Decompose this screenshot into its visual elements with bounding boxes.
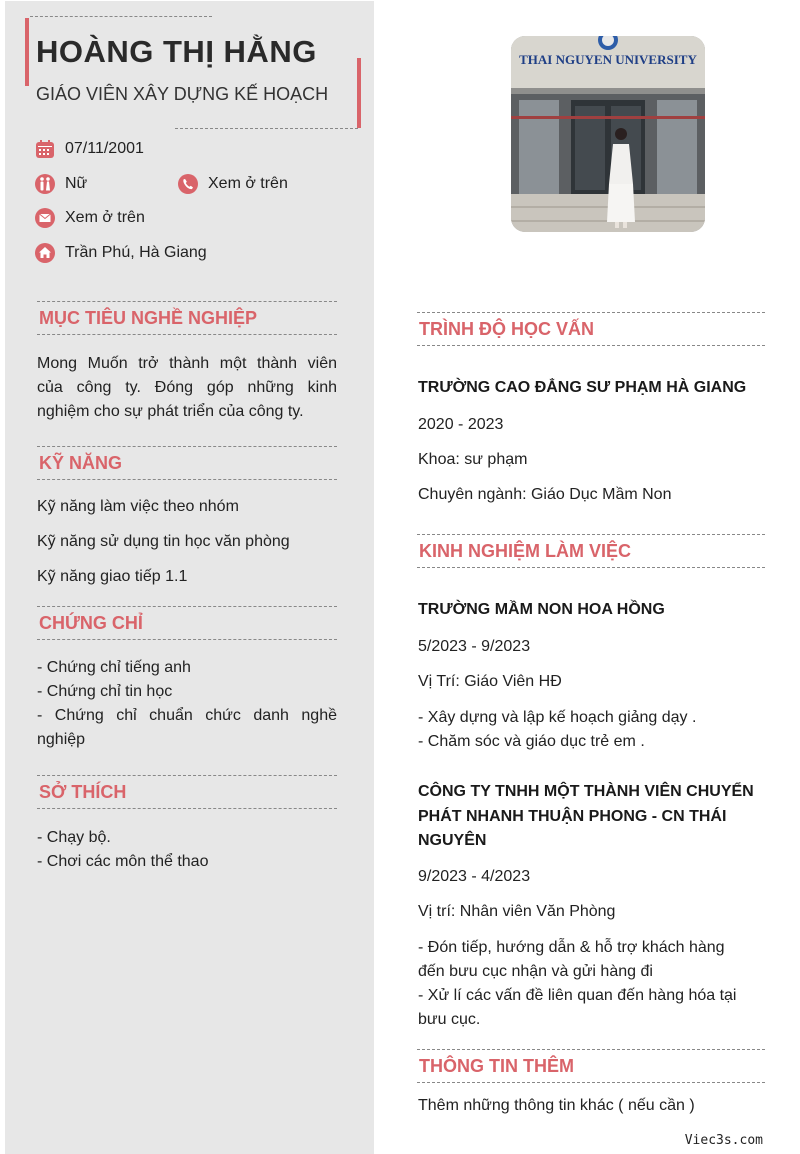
job-duty: bưu cục. <box>418 1011 481 1028</box>
education-faculty: Khoa: sư phạm <box>418 451 528 468</box>
footer-brand[interactable]: Viec3s.com <box>684 1133 763 1148</box>
job-duties <box>418 706 765 754</box>
job-duties <box>418 936 765 1032</box>
extra-heading: THÔNG TIN THÊM <box>417 1049 765 1083</box>
job-role: Vị Trí: Giáo Viên HĐ <box>418 673 562 690</box>
job-duty: - Xử lí các vấn đề liên quan đến hàng hóa tại <box>418 987 737 1004</box>
home-icon <box>35 243 55 263</box>
job-company: CÔNG TY TNHH MỘT THÀNH VIÊN CHUYỂN PHÁT NHANH THUẬN PHONG - CN THÁI NGUYÊN <box>418 783 754 849</box>
skills-heading: KỸ NĂNG <box>37 446 337 480</box>
education-period: 2020 - 2023 <box>418 416 504 433</box>
email-icon <box>35 208 55 228</box>
header-divider-bottom <box>175 128 358 129</box>
address-row <box>35 243 207 263</box>
hobby-item: - Chạy bộ. <box>37 829 111 846</box>
objective-line: của công ty. Đóng góp những kinh <box>37 379 337 396</box>
candidate-position: GIÁO VIÊN XÂY DỰNG KẾ HOẠCH <box>36 84 329 104</box>
gender-icon <box>35 174 55 194</box>
education-school: TRƯỜNG CAO ĐẲNG SƯ PHẠM HÀ GIANG <box>418 379 747 396</box>
certificate-item: - Chứng chỉ tin học <box>37 683 173 700</box>
job-duty: đến bưu cục nhận và gửi hàng đi <box>418 963 653 980</box>
certificates-list <box>37 656 337 752</box>
job-duty: - Đón tiếp, hướng dẫn & hỗ trợ khách hàng <box>418 939 725 956</box>
calendar-icon <box>35 139 55 159</box>
profile-photo <box>511 36 705 232</box>
certificate-item: - Chứng chỉ tiếng anh <box>37 659 191 676</box>
job-duty: - Chăm sóc và giáo dục trẻ em . <box>418 733 645 750</box>
header-accent-bar-right <box>357 58 361 128</box>
skill-item: Kỹ năng sử dụng tin học văn phòng <box>37 533 290 550</box>
skill-item: Kỹ năng làm việc theo nhóm <box>37 498 239 515</box>
phone-row <box>178 174 288 194</box>
extra-text: Thêm những thông tin khác ( nếu cần ) <box>418 1097 695 1114</box>
job-period: 9/2023 - 4/2023 <box>418 868 531 885</box>
education-heading: TRÌNH ĐỘ HỌC VẤN <box>417 312 765 346</box>
certificate-item: nghiệp <box>37 731 86 748</box>
job-duty: - Xây dựng và lập kế hoạch giảng dạy . <box>418 709 697 726</box>
skill-item: Kỹ năng giao tiếp 1.1 <box>37 568 188 585</box>
education-major: Chuyên ngành: Giáo Dục Mầm Non <box>418 486 672 503</box>
certificate-item: - Chứng chỉ chuẩn chức danh nghề <box>37 707 337 724</box>
candidate-name: HOÀNG THỊ HẰNG <box>36 34 317 69</box>
experience-heading: KINH NGHIỆM LÀM VIỆC <box>417 534 765 568</box>
gender-value: Nữ <box>65 175 88 192</box>
job-period: 5/2023 - 9/2023 <box>418 638 531 655</box>
email-row <box>35 208 145 228</box>
profile-photo-image <box>511 36 705 232</box>
header-divider-top <box>30 16 212 17</box>
hobby-item: - Chơi các môn thể thao <box>37 853 209 870</box>
birthdate-row <box>35 139 144 159</box>
birthdate-value: 07/11/2001 <box>65 140 144 157</box>
header-accent-bar-left <box>25 18 29 86</box>
photo-sign-text: THAI NGUYEN UNIVERSITY <box>519 52 697 67</box>
address-value: Trần Phú, Hà Giang <box>65 244 207 261</box>
phone-value: Xem ở trên <box>208 175 288 192</box>
gender-row <box>35 174 87 194</box>
certificates-heading: CHỨNG CHỈ <box>37 606 337 640</box>
hobbies-list <box>37 826 337 874</box>
job-role: Vị trí: Nhân viên Văn Phòng <box>418 903 616 920</box>
objective-line: nghiệm cho sự phát triển của công ty. <box>37 403 304 420</box>
email-value: Xem ở trên <box>65 209 145 226</box>
hobbies-heading: SỞ THÍCH <box>37 775 337 809</box>
phone-icon <box>178 174 198 194</box>
objective-heading: MỤC TIÊU NGHỀ NGHIỆP <box>37 301 337 335</box>
job-company: TRƯỜNG MẦM NON HOA HỒNG <box>418 601 665 618</box>
objective-line: Mong Muốn trở thành một thành viên <box>37 355 337 372</box>
objective-text <box>37 352 337 424</box>
